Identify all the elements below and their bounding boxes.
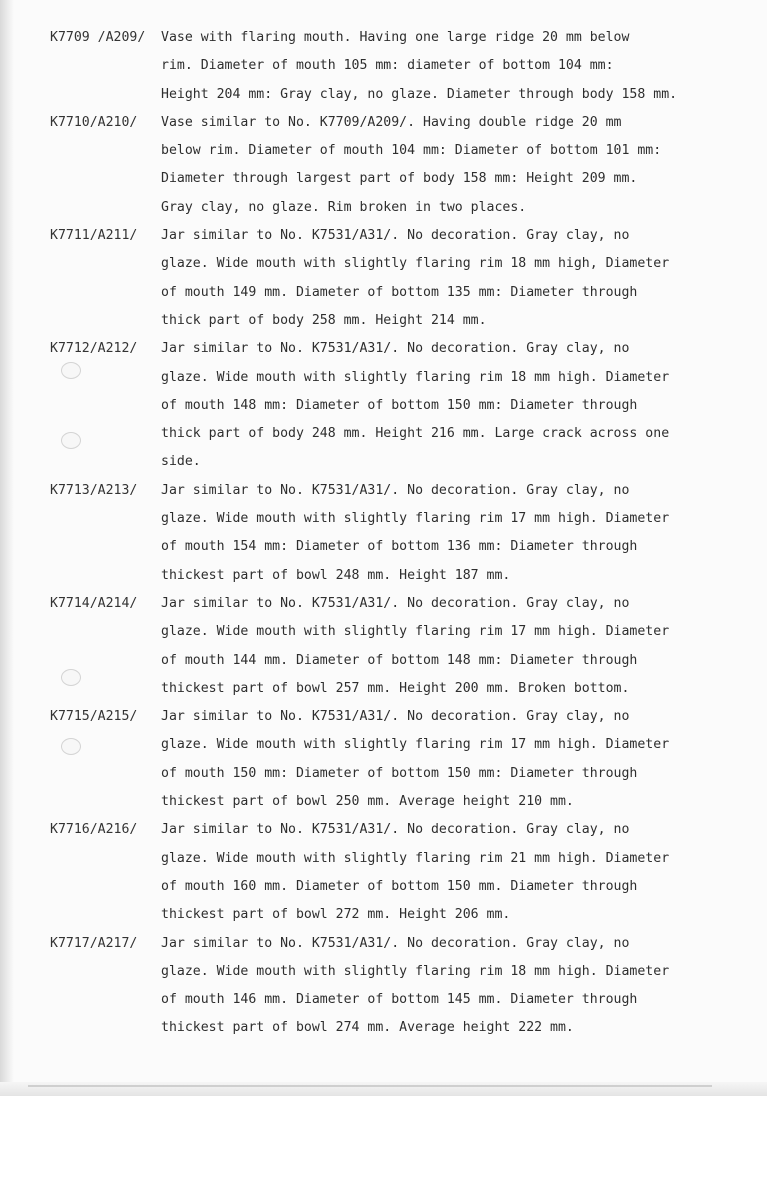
- description-line: of mouth 160 mm. Diameter of bottom 150 mm. Diameter through: [161, 878, 638, 894]
- bottom-rule: [28, 1085, 712, 1087]
- description-line: glaze. Wide mouth with slightly flaring rim 17 mm high. Diameter: [161, 737, 670, 753]
- catalog-number: K7713/A213/: [50, 482, 138, 498]
- description-line: Vase similar to No. K7709/A209/. Having double ridge 20 mm: [161, 114, 622, 130]
- catalog-entry: [0, 590, 767, 703]
- description-line: of mouth 150 mm: Diameter of bottom 150 mm: Diameter through: [161, 765, 638, 781]
- description-line: thickest part of bowl 257 mm. Height 200 mm. Broken bottom.: [161, 680, 630, 696]
- description-line: of mouth 154 mm: Diameter of bottom 136 mm: Diameter through: [161, 539, 638, 555]
- description-line: side.: [161, 454, 201, 470]
- description-line: of mouth 146 mm. Diameter of bottom 145 mm. Diameter through: [161, 992, 638, 1008]
- catalog-number: K7709 /A209/: [50, 30, 146, 45]
- description-line: of mouth 144 mm. Diameter of bottom 148 mm: Diameter through: [161, 652, 638, 668]
- description-line: Jar similar to No. K7531/A31/. No decoration. Gray clay, no: [161, 341, 630, 357]
- description-line: glaze. Wide mouth with slightly flaring rim 18 mm high. Diameter: [161, 963, 670, 979]
- catalog-entry: [0, 222, 767, 335]
- description-line: of mouth 149 mm. Diameter of bottom 135 mm: Diameter through: [161, 284, 638, 300]
- description-line: Jar similar to No. K7531/A31/. No decoration. Gray clay, no: [161, 482, 630, 498]
- description-line: thickest part of bowl 250 mm. Average height 210 mm.: [161, 794, 574, 810]
- catalog-number: K7717/A217/: [50, 935, 138, 951]
- catalog-entry: [0, 24, 767, 109]
- catalog-number: K7710/A210/: [50, 114, 138, 130]
- description-line: Diameter through largest part of body 158 mm: Height 209 mm.: [161, 171, 638, 187]
- description-line: Jar similar to No. K7531/A31/. No decoration. Gray clay, no: [161, 596, 630, 611]
- catalog-entry: [0, 930, 767, 1043]
- description-line: thick part of body 258 mm. Height 214 mm.: [161, 312, 487, 328]
- catalog-entry: [0, 477, 767, 590]
- description-line: glaze. Wide mouth with slightly flaring rim 17 mm high. Diameter: [161, 511, 670, 527]
- description-line: thickest part of bowl 274 mm. Average height 222 mm.: [161, 1020, 574, 1036]
- catalog-entry: [0, 816, 767, 929]
- description-line: glaze. Wide mouth with slightly flaring rim 18 mm high. Diameter: [161, 369, 670, 385]
- description-line: Gray clay, no glaze. Rim broken in two places.: [161, 199, 527, 215]
- catalog-number: K7714/A214/: [50, 596, 138, 611]
- catalog-number: K7711/A211/: [50, 228, 138, 244]
- description-line: Jar similar to No. K7531/A31/. No decoration. Gray clay, no: [161, 935, 630, 951]
- description-line: glaze. Wide mouth with slightly flaring rim 21 mm high. Diameter: [161, 850, 670, 866]
- catalog-number: K7712/A212/: [50, 341, 138, 357]
- catalog-entry: [0, 703, 767, 816]
- catalog-number: K7715/A215/: [50, 709, 138, 725]
- catalog-entry: [0, 109, 767, 222]
- description-line: Jar similar to No. K7531/A31/. No decoration. Gray clay, no: [161, 228, 630, 244]
- catalog-number: K7716/A216/: [50, 822, 138, 838]
- description-line: Jar similar to No. K7531/A31/. No decoration. Gray clay, no: [161, 822, 630, 838]
- description-line: Vase with flaring mouth. Having one large ridge 20 mm below: [161, 30, 630, 45]
- description-line: Jar similar to No. K7531/A31/. No decoration. Gray clay, no: [161, 709, 630, 725]
- description-line: below rim. Diameter of mouth 104 mm: Diameter of bottom 101 mm:: [161, 143, 662, 159]
- description-line: thickest part of bowl 272 mm. Height 206 mm.: [161, 907, 511, 923]
- description-line: rim. Diameter of mouth 105 mm: diameter of bottom 104 mm:: [161, 58, 614, 74]
- description-line: Height 204 mm: Gray clay, no glaze. Diameter through body 158 mm.: [161, 86, 678, 102]
- description-line: thickest part of bowl 248 mm. Height 187 mm.: [161, 567, 511, 583]
- description-line: thick part of body 248 mm. Height 216 mm. Large crack across one: [161, 426, 670, 442]
- description-line: of mouth 148 mm: Diameter of bottom 150 mm: Diameter through: [161, 397, 638, 413]
- catalog-entry: [0, 335, 767, 477]
- description-line: glaze. Wide mouth with slightly flaring rim 17 mm high. Diameter: [161, 624, 670, 640]
- description-line: glaze. Wide mouth with slightly flaring rim 18 mm high, Diameter: [161, 256, 670, 272]
